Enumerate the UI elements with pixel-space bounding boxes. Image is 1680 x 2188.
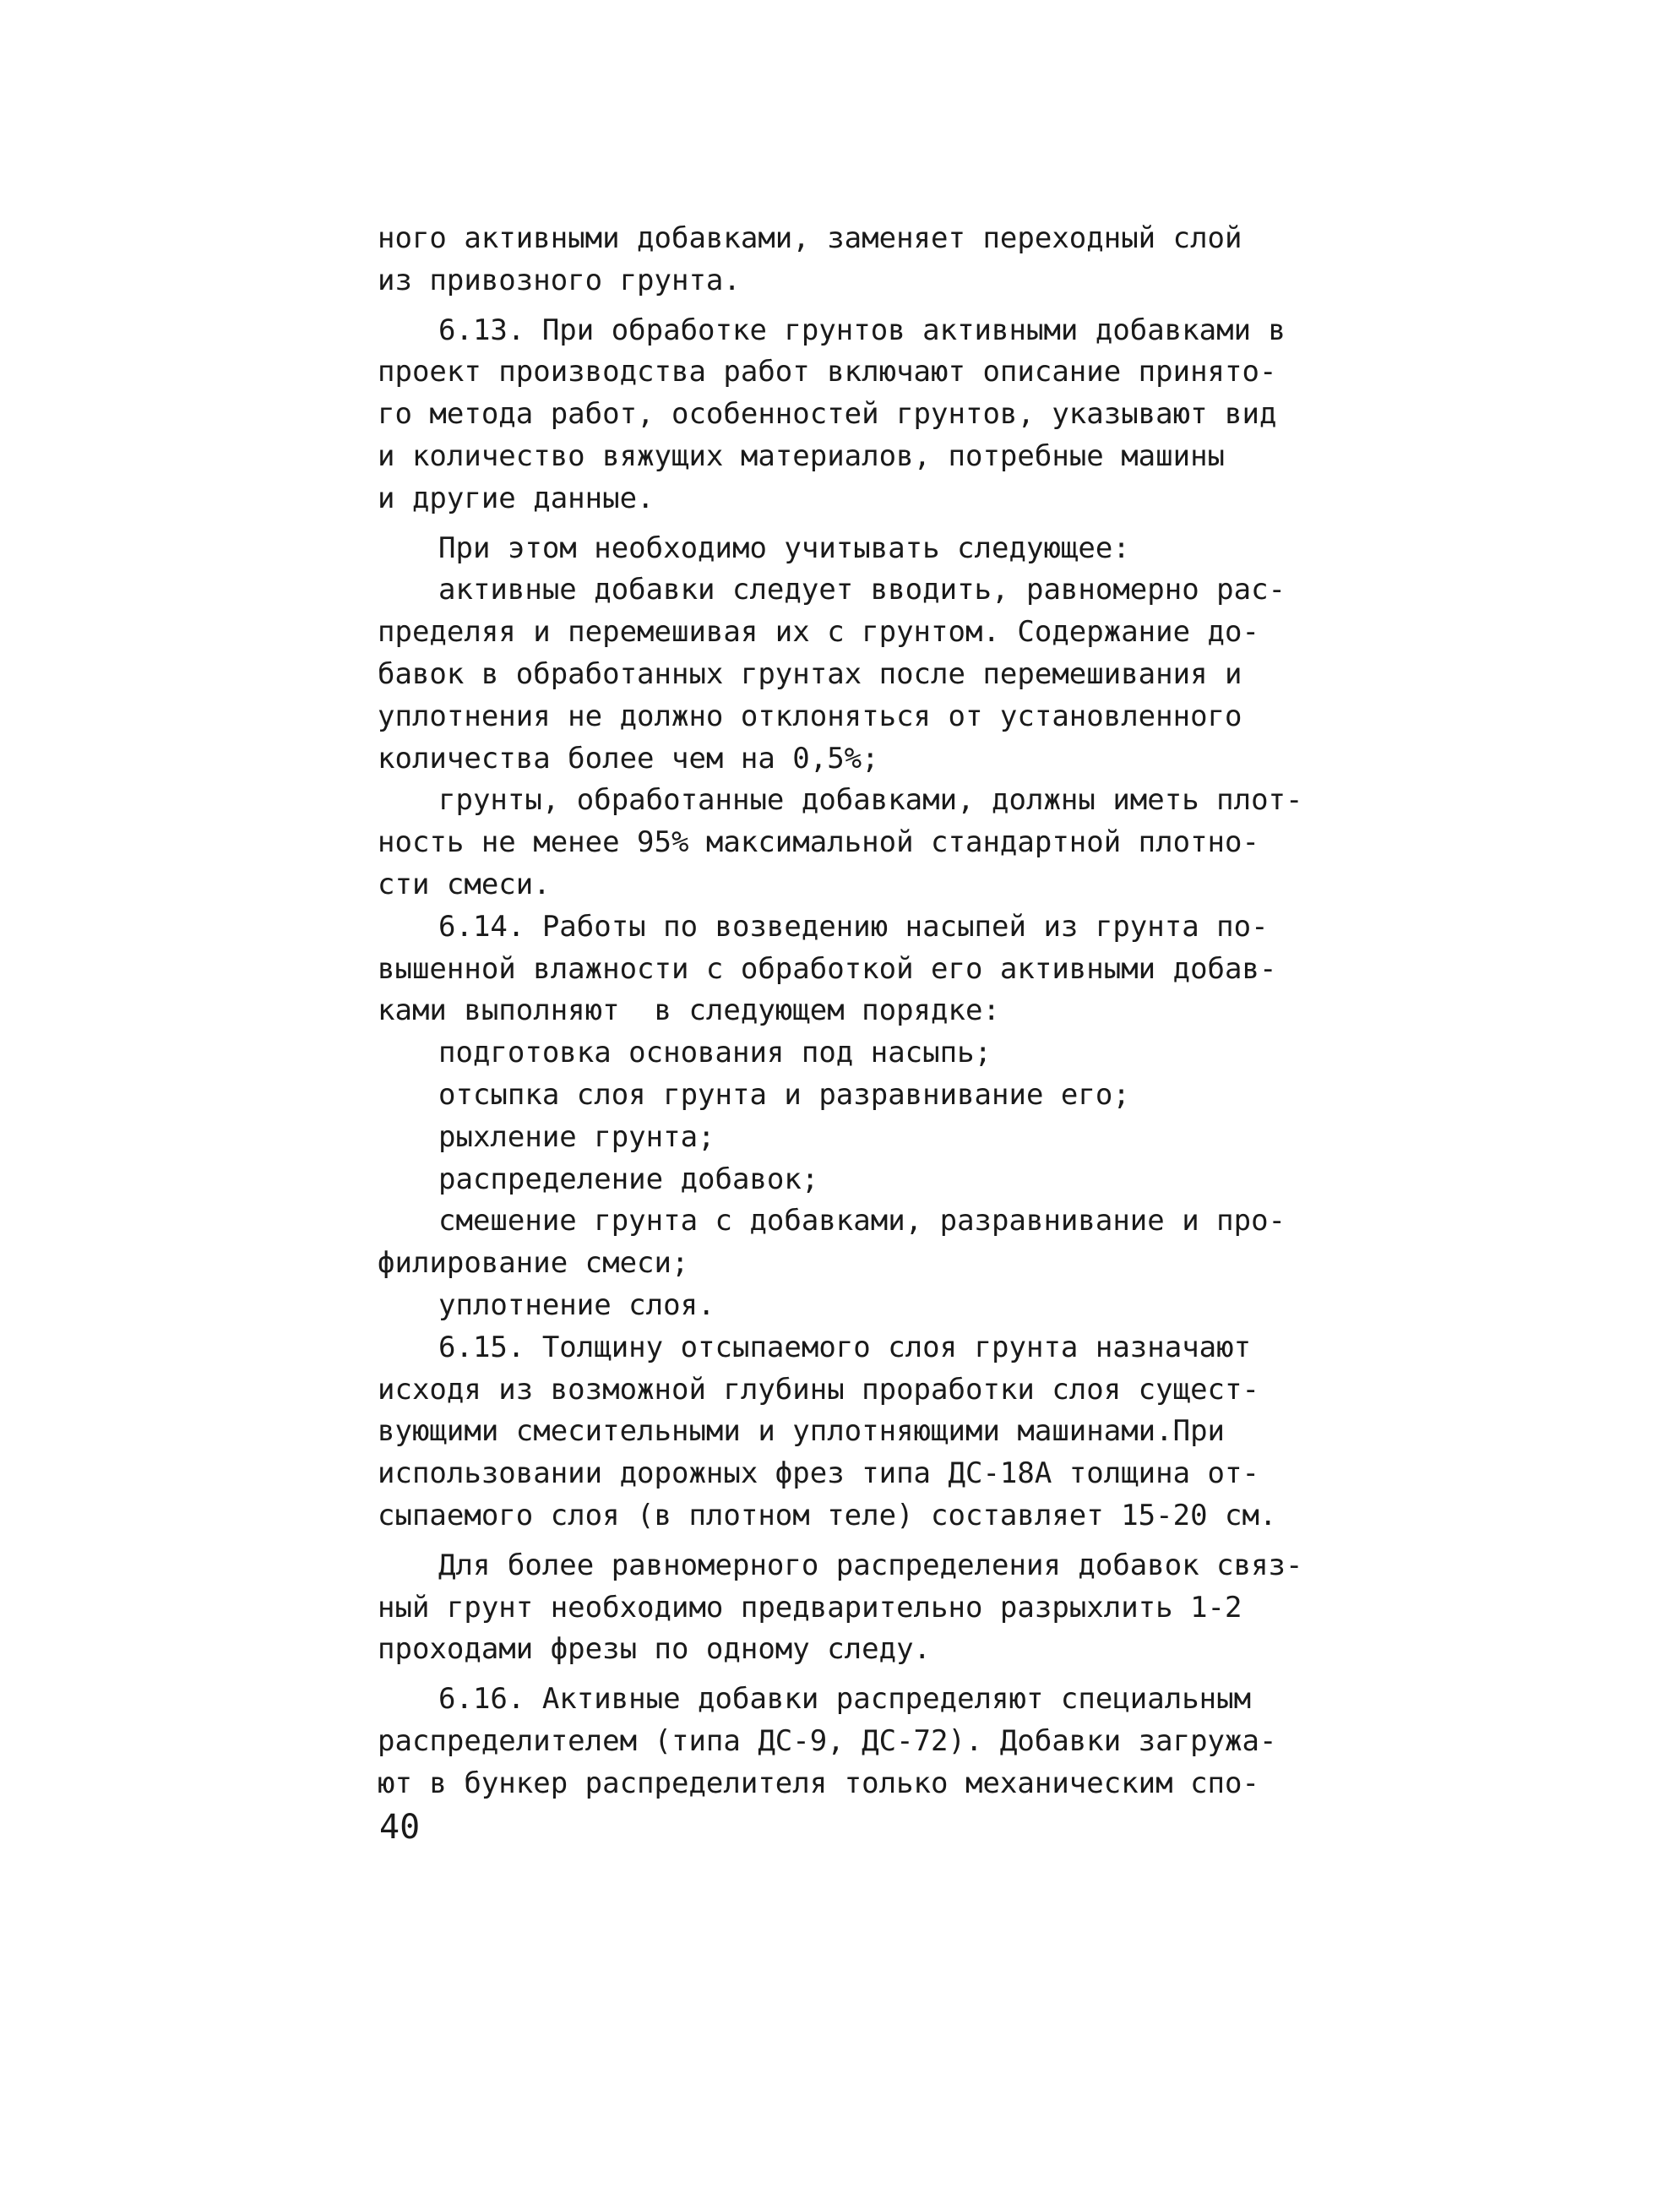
text-line: сыпаемого слоя (в плотном теле) составляет 15-20 см. <box>378 1498 1277 1532</box>
text-line: проходами фрезы по одному следу. <box>378 1632 932 1667</box>
text-line: ками выполняют в следующем порядке: <box>378 993 1000 1028</box>
text-line: проект производства работ включают описание принято- <box>378 355 1277 389</box>
text-line: 6.14. Работы по возведению насыпей из грунта по- <box>438 909 1269 944</box>
text-line: исходя из возможной глубины проработки слоя сущест- <box>378 1372 1259 1407</box>
text-line: распределителем (типа ДС-9, ДС-72). Добавки загружа- <box>378 1723 1277 1758</box>
text-line: количества более чем на 0,5%; <box>378 741 879 776</box>
text-line: уплотнение слоя. <box>438 1287 715 1322</box>
text-line: вующими смесительными и уплотняющими машинами.При <box>378 1414 1226 1449</box>
text-line: пределяя и перемешивая их с грунтом. Содержание до- <box>378 615 1259 650</box>
text-line: ного активными добавками, заменяет переходный слой <box>378 221 1242 255</box>
text-line: ный грунт необходимо предварительно разрыхлить 1-2 <box>378 1590 1242 1625</box>
text-line: 6.13. При обработке грунтов активными добавками в <box>438 313 1286 347</box>
text-line: бавок в обработанных грунтах после перемешивания и <box>378 656 1242 691</box>
text-line: го метода работ, особенностей грунтов, указывают вид <box>378 397 1277 432</box>
text-line: ют в бункер распределителя только механическим спо- <box>378 1766 1259 1800</box>
text-line: и количество вяжущих материалов, потребные машины <box>378 438 1226 473</box>
text-line: подготовка основания под насыпь; <box>438 1036 992 1070</box>
text-line: уплотнения не должно отклоняться от установленного <box>378 699 1242 733</box>
text-line: рыхление грунта; <box>438 1119 715 1154</box>
text-line: грунты, обработанные добавками, должны иметь плот- <box>438 783 1303 818</box>
text-line: из привозного грунта. <box>378 263 741 297</box>
text-line: 6.15. Толщину отсыпаемого слоя грунта назначают <box>438 1330 1252 1364</box>
page-number: 40 <box>379 1808 421 1847</box>
text-line: 6.16. Активные добавки распределяют специальным <box>438 1682 1252 1717</box>
text-line: активные добавки следует вводить, равномерно рас- <box>438 573 1286 607</box>
text-line: смешение грунта с добавками, разравнивание и про- <box>438 1204 1286 1238</box>
text-line: вышенной влажности с обработкой его активными добав- <box>378 951 1277 986</box>
document-body <box>378 218 1446 1804</box>
text-line: филирование смеси; <box>378 1246 689 1281</box>
text-line: сти смеси. <box>378 867 551 901</box>
text-line: При этом необходимо учитывать следующее: <box>438 531 1130 565</box>
text-line: и другие данные. <box>378 481 655 515</box>
text-line: Для более равномерного распределения добавок связ- <box>438 1548 1303 1582</box>
text-line: отсыпка слоя грунта и разравнивание его; <box>438 1077 1130 1112</box>
text-line: использовании дорожных фрез типа ДС-18А толщина от- <box>378 1456 1259 1491</box>
text-line: распределение добавок; <box>438 1162 819 1196</box>
text-line: ность не менее 95% максимальной стандартной плотно- <box>378 825 1259 860</box>
